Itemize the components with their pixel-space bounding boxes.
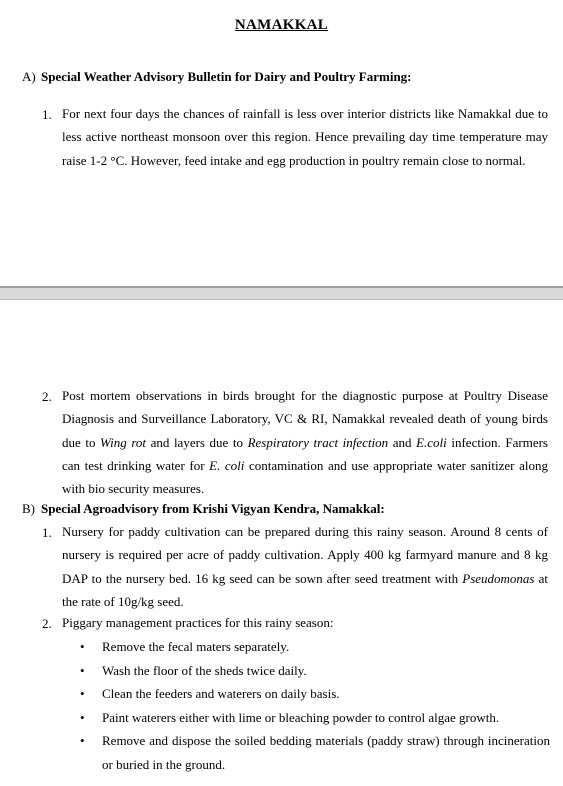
bullet-icon: • [80,709,85,725]
list-item: • Remove and dispose the soiled bedding materials (paddy straw) through incineration or buried in the ground. [80,729,550,776]
list-item: • Clean the feeders and waterers on daily basis. [80,682,550,706]
list-item: • Paint waterers either with lime or bleaching powder to control algae growth. [80,706,550,730]
section-b-item-1-number: 1. [42,525,52,540]
list-item: • Wash the floor of the sheds twice daily. [80,659,550,683]
section-b-item-2-text: Piggary management practices for this rainy season: [62,615,334,630]
section-b-item-1-text: Nursery for paddy cultivation can be prepared during this rainy season. Around 8 cents of nursery is required per acre of paddy cultivation. Apply 400 kg farmyard manure and 8 kg DAP to the nursery bed. 16 kg seed can be sown after seed treatment with Pseudomonas at the rate of 10g/kg seed. [62,524,548,609]
piggery-practices-list [80,635,550,776]
list-item: • Remove the fecal maters separately. [80,635,550,659]
bullet-icon: • [80,733,85,748]
section-a-item-1-number: 1. [42,107,52,122]
bullet-icon: • [80,662,85,678]
bullet-icon: • [80,639,85,654]
section-a-item-1-text: For next four days the chances of rainfall is less over interior districts like Namakkal due to less active northeast monsoon over this region. Hence prevailing day time temperature may raise 1-2 °C. However, feed intake and egg production in poultry remain close to normal. [62,106,548,168]
section-b-heading: B) Special Agroadvisory from Krishi Vigyan Kendra, Namakkal: [22,501,385,516]
section-b-item-2-number: 2. [42,616,52,631]
document-title: NAMAKKAL [234,17,329,33]
bullet-icon: • [80,686,85,701]
page-separator [0,286,563,300]
section-a-heading: A) Special Weather Advisory Bulletin for Dairy and Poultry Farming: [22,69,412,84]
section-a-item-2-number: 2. [42,389,52,404]
section-a-item-2-text: Post mortem observations in birds brought for the diagnostic purpose at Poultry Disease Diagnosis and Surveillance Laboratory, VC & RI, Namakkal revealed death of young birds due to Wing rot and layers due to Respiratory tract infection and E.coli infection. Farmers can test drinking water for E. coli contamination and use appropriate water sanitizer along with bio security measures. [62,388,548,497]
